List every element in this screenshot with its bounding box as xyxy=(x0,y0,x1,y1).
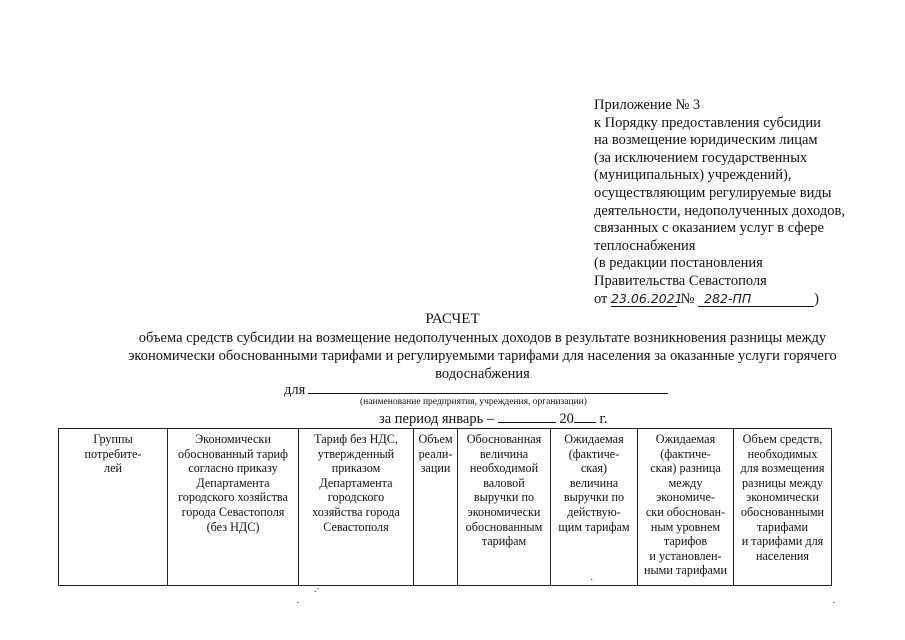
calculation-table xyxy=(58,428,832,586)
header-cell-line: ными тарифами xyxy=(643,563,728,578)
header-cell-line: тарифами xyxy=(756,519,809,534)
subtitle-line: водоснабжения xyxy=(435,366,530,382)
header-cell-volume xyxy=(414,429,458,586)
header-cell-line: согласно приказу xyxy=(188,461,278,476)
header-cell-line: хозяйства города xyxy=(312,504,400,519)
scan-speck: .· xyxy=(314,584,320,595)
appendix-line: (муниципальных) учреждений), xyxy=(594,167,792,184)
organization-blank-field[interactable] xyxy=(308,380,668,394)
header-cell-line: Департамента xyxy=(319,475,393,490)
header-cell-line: для возмещения xyxy=(740,461,825,476)
subtitle-line: объема средств субсидии на возмещение недополученных доходов в результате возникновения разницы между xyxy=(138,330,827,346)
header-cell-line: разницы между xyxy=(742,475,823,490)
header-cell-line: городского xyxy=(327,490,385,505)
header-cell-line: тарифам xyxy=(481,534,527,549)
header-cell-line: и установлен- xyxy=(649,548,722,563)
header-cell-line: выручки по xyxy=(473,490,535,505)
reference-close: ) xyxy=(814,290,819,307)
year-blank-field[interactable] xyxy=(574,410,596,423)
header-cell-line: Тариф без НДС, xyxy=(314,432,398,446)
header-cell-line: Экономически xyxy=(195,432,271,446)
header-cell-line: Севастополя xyxy=(323,519,389,534)
appendix-line: на возмещение юридическим лицам xyxy=(594,132,818,149)
appendix-line: осуществляющим регулируемые виды xyxy=(594,184,832,201)
header-cell-line: населения xyxy=(755,548,810,563)
header-cell-line: обоснованный тариф xyxy=(178,446,288,461)
reference-prefix: от xyxy=(594,290,608,307)
month-blank-field[interactable] xyxy=(498,410,556,423)
header-cell-line: валовой xyxy=(483,475,525,490)
header-cell-line: утвержденный xyxy=(317,446,395,461)
header-cell-line: реали- xyxy=(418,446,453,461)
header-cell-tariff-no-vat xyxy=(299,429,414,586)
header-cell-expected-revenue xyxy=(551,429,638,586)
header-cell-line: необходимой xyxy=(469,461,539,476)
subtitle-line: экономически обоснованными тарифами и регулируемыми тарифами для населения за оказанные услуги горячего xyxy=(128,348,837,364)
header-cell-line: потребите- xyxy=(84,446,142,461)
header-cell-line: лей xyxy=(103,461,122,476)
header-cell-line: городского хозяйства xyxy=(178,490,288,505)
appendix-line: Приложение № 3 xyxy=(594,97,701,113)
header-cell-groups xyxy=(59,429,168,586)
appendix-line: деятельности, недополученных доходов, xyxy=(594,202,845,219)
header-cell-line: Группы xyxy=(93,432,133,446)
header-cell-line: (фактиче- xyxy=(660,446,711,461)
header-cell-justified-revenue xyxy=(458,429,551,586)
header-cell-line: обоснованными xyxy=(740,504,825,519)
document-title: РАСЧЕТ xyxy=(425,311,480,327)
header-cell-line: Ожидаемая xyxy=(655,432,716,446)
organization-caption: (наименование предприятия, учреждения, организации) xyxy=(360,397,587,407)
appendix-line: (в редакции постановления xyxy=(594,255,763,272)
header-cell-line: (фактиче- xyxy=(568,446,620,461)
header-cell-line: величина xyxy=(569,475,619,490)
number-sign: № xyxy=(680,290,695,307)
period-line xyxy=(379,410,607,428)
header-cell-line: экономически xyxy=(746,490,819,505)
period-prefix: за период январь – xyxy=(379,411,495,427)
header-cell-line: тарифов xyxy=(663,534,708,549)
header-cell-line: и тарифами для xyxy=(741,534,824,549)
scan-speck: · xyxy=(296,598,300,609)
header-cell-economic-tariff xyxy=(168,429,299,586)
resolution-reference xyxy=(594,291,894,309)
document-subtitle xyxy=(100,329,865,383)
header-cell-line: обоснованным xyxy=(465,519,543,534)
header-cell-subsidy-amount xyxy=(734,429,832,586)
header-cell-line: величина xyxy=(479,446,529,461)
appendix-line: теплоснабжения xyxy=(594,237,696,254)
handwritten-date: 23.06.2021 xyxy=(611,290,683,306)
handwritten-number: 282-ПП xyxy=(698,292,814,307)
appendix-line: связанных с оказанием услуг в сфере xyxy=(594,220,824,237)
header-cell-line: ным уровнем xyxy=(650,519,721,534)
header-cell-line: Обоснованная xyxy=(466,432,542,446)
header-cell-line: Ожидаемая xyxy=(564,432,624,446)
header-cell-line: Объем xyxy=(418,432,453,446)
header-cell-line: необходимых xyxy=(747,446,818,461)
header-cell-line: приказом xyxy=(331,461,381,476)
scan-speck: · xyxy=(590,575,594,586)
header-cell-expected-difference xyxy=(638,429,734,586)
header-cell-line: щим тарифам xyxy=(558,519,630,534)
for-label: для xyxy=(284,382,306,398)
header-cell-line: экономически xyxy=(467,504,541,519)
period-suffix: г. xyxy=(599,411,608,427)
header-cell-line: действую- xyxy=(567,504,621,519)
appendix-line: (за исключением государственных xyxy=(594,149,808,166)
header-cell-line: ская) разница xyxy=(650,461,721,476)
scan-speck: · xyxy=(832,598,836,609)
appendix-line: к Порядку предоставления субсидии xyxy=(594,114,821,131)
header-cell-line: выручки по xyxy=(563,490,625,505)
header-cell-line: между xyxy=(668,475,703,490)
header-cell-line: Объем средств, xyxy=(742,432,823,446)
appendix-line: Правительства Севастополя xyxy=(594,272,767,289)
header-cell-line: города Севастополя xyxy=(181,504,285,519)
header-cell-line: зации xyxy=(420,461,451,476)
period-year: 20 xyxy=(559,411,574,427)
appendix-block xyxy=(594,97,894,308)
header-cell-line: экономиче- xyxy=(656,490,715,505)
header-cell-line: ская) xyxy=(580,461,608,476)
header-cell-line: Департамента xyxy=(196,475,270,490)
header-cell-line: ски обоснован- xyxy=(645,504,726,519)
header-cell-line: (без НДС) xyxy=(206,519,260,534)
table-header-row xyxy=(59,429,832,586)
